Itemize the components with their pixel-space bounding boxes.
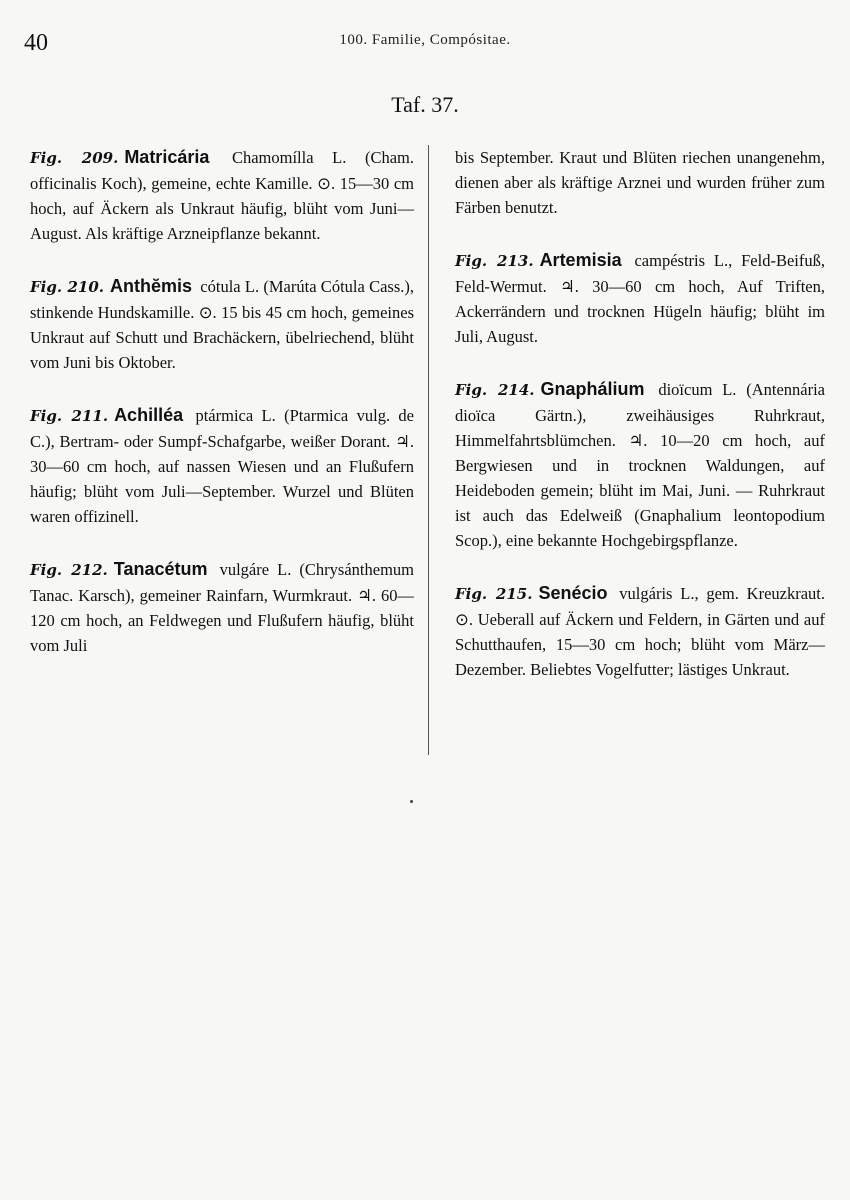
entry-text: campéstris L., Feld-Beifuß, Feld-Wermut. ♃. 30—60 cm hoch, Auf Triften, Ackerrändern und trocknen Hügeln häufig; blüht im Juli, August. [455, 251, 825, 346]
genus-name: Achilléa [114, 405, 184, 425]
figure-label: Fig. 213. [455, 252, 534, 270]
entry-text: ptármica L. (Ptarmica vulg. de C.), Bertram- oder Sumpf-Schafgarbe, weißer Dorant. ♃. 30—60 cm hoch, auf nassen Wiesen und an Flußufern häufig; blüht vom Juli—September. Wurzel und Blüten waren offizinell. [30, 406, 415, 526]
species-entry-continued [455, 145, 825, 220]
page-number: 40 [24, 30, 48, 56]
entry-text: vulgáre L. (Chrysánthemum Tanac. Karsch), gemeiner Rainfarn, Wurmkraut. ♃. 60—120 cm hoch, an Feldwegen und Flußufern häufig, blüht vom Juli [30, 560, 414, 655]
species-entry [30, 145, 414, 246]
species-entry [30, 403, 414, 529]
entry-text: Chamomílla L. (Cham. officinalis Koch), gemeine, echte Kamille. ⊙. 15—30 cm hoch, auf Äckern als Unkraut häufig, blüht vom Juni—August. Als kräftige Arzneipflanze bekannt. [30, 148, 414, 243]
genus-name: Senécio [538, 583, 608, 603]
genus-name: Tanacétum [113, 559, 208, 579]
species-entry [30, 557, 414, 658]
running-head: 100. Familie, Compósitae. [339, 32, 511, 48]
entry-text: bis September. Kraut und Blüten riechen unangenehm, dienen aber als kräftige Arznei und wurden früher zum Färben benutzt. [455, 148, 825, 217]
figure-label: Fig. 211. [30, 407, 109, 425]
entry-text: cótula L. (Marúta Cótula Cass.), stinkende Hundskamille. ⊙. 15 bis 45 cm hoch, gemeines Unkraut auf Schutt und Brachäckern, übelriechend, blüht vom Juni bis Oktober. [30, 277, 415, 372]
species-entry [30, 274, 414, 375]
entry-text: vulgáris L., gem. Kreuzkraut. ⊙. Ueberall auf Äckern und Feldern, in Gärten und auf Schutthaufen, 15—30 cm hoch; blüht vom März—Dezember. Beliebtes Vogelfutter; lästiges Unkraut. [455, 584, 825, 679]
genus-name: Artemisia [539, 250, 622, 270]
print-speck [410, 800, 413, 803]
figure-label: Fig. 215. [455, 585, 533, 603]
left-column [30, 145, 414, 686]
column-divider [428, 145, 429, 755]
plate-title: Taf. 37. [391, 92, 459, 117]
right-column [455, 145, 825, 710]
entry-text: dioïcum L. (Antennária dioïca Gärtn.), zweihäusiges Ruhrkraut, Himmelfahrtsblümchen. ♃. 10—20 cm hoch, auf Bergwiesen und in trocknen Waldungen, auf Heideboden gemein; blüht im Mai, Juni. — Ruhrkraut ist auch das Edelweiß (Gnaphalium leontopodium Scop.), eine bekannte Hochgebirgspflanze. [455, 380, 826, 550]
figure-label: Fig. 212. [30, 561, 108, 579]
genus-name: Matricária [124, 147, 210, 167]
genus-name: Gnaphálium [540, 379, 645, 399]
genus-name: Anthĕmis [109, 276, 192, 296]
figure-label: Fig. 210. [30, 278, 104, 296]
figure-label: Fig. 209. [30, 149, 119, 167]
figure-label: Fig. 214. [455, 381, 535, 399]
species-entry [455, 377, 825, 553]
species-entry [455, 581, 825, 682]
species-entry [455, 248, 825, 349]
